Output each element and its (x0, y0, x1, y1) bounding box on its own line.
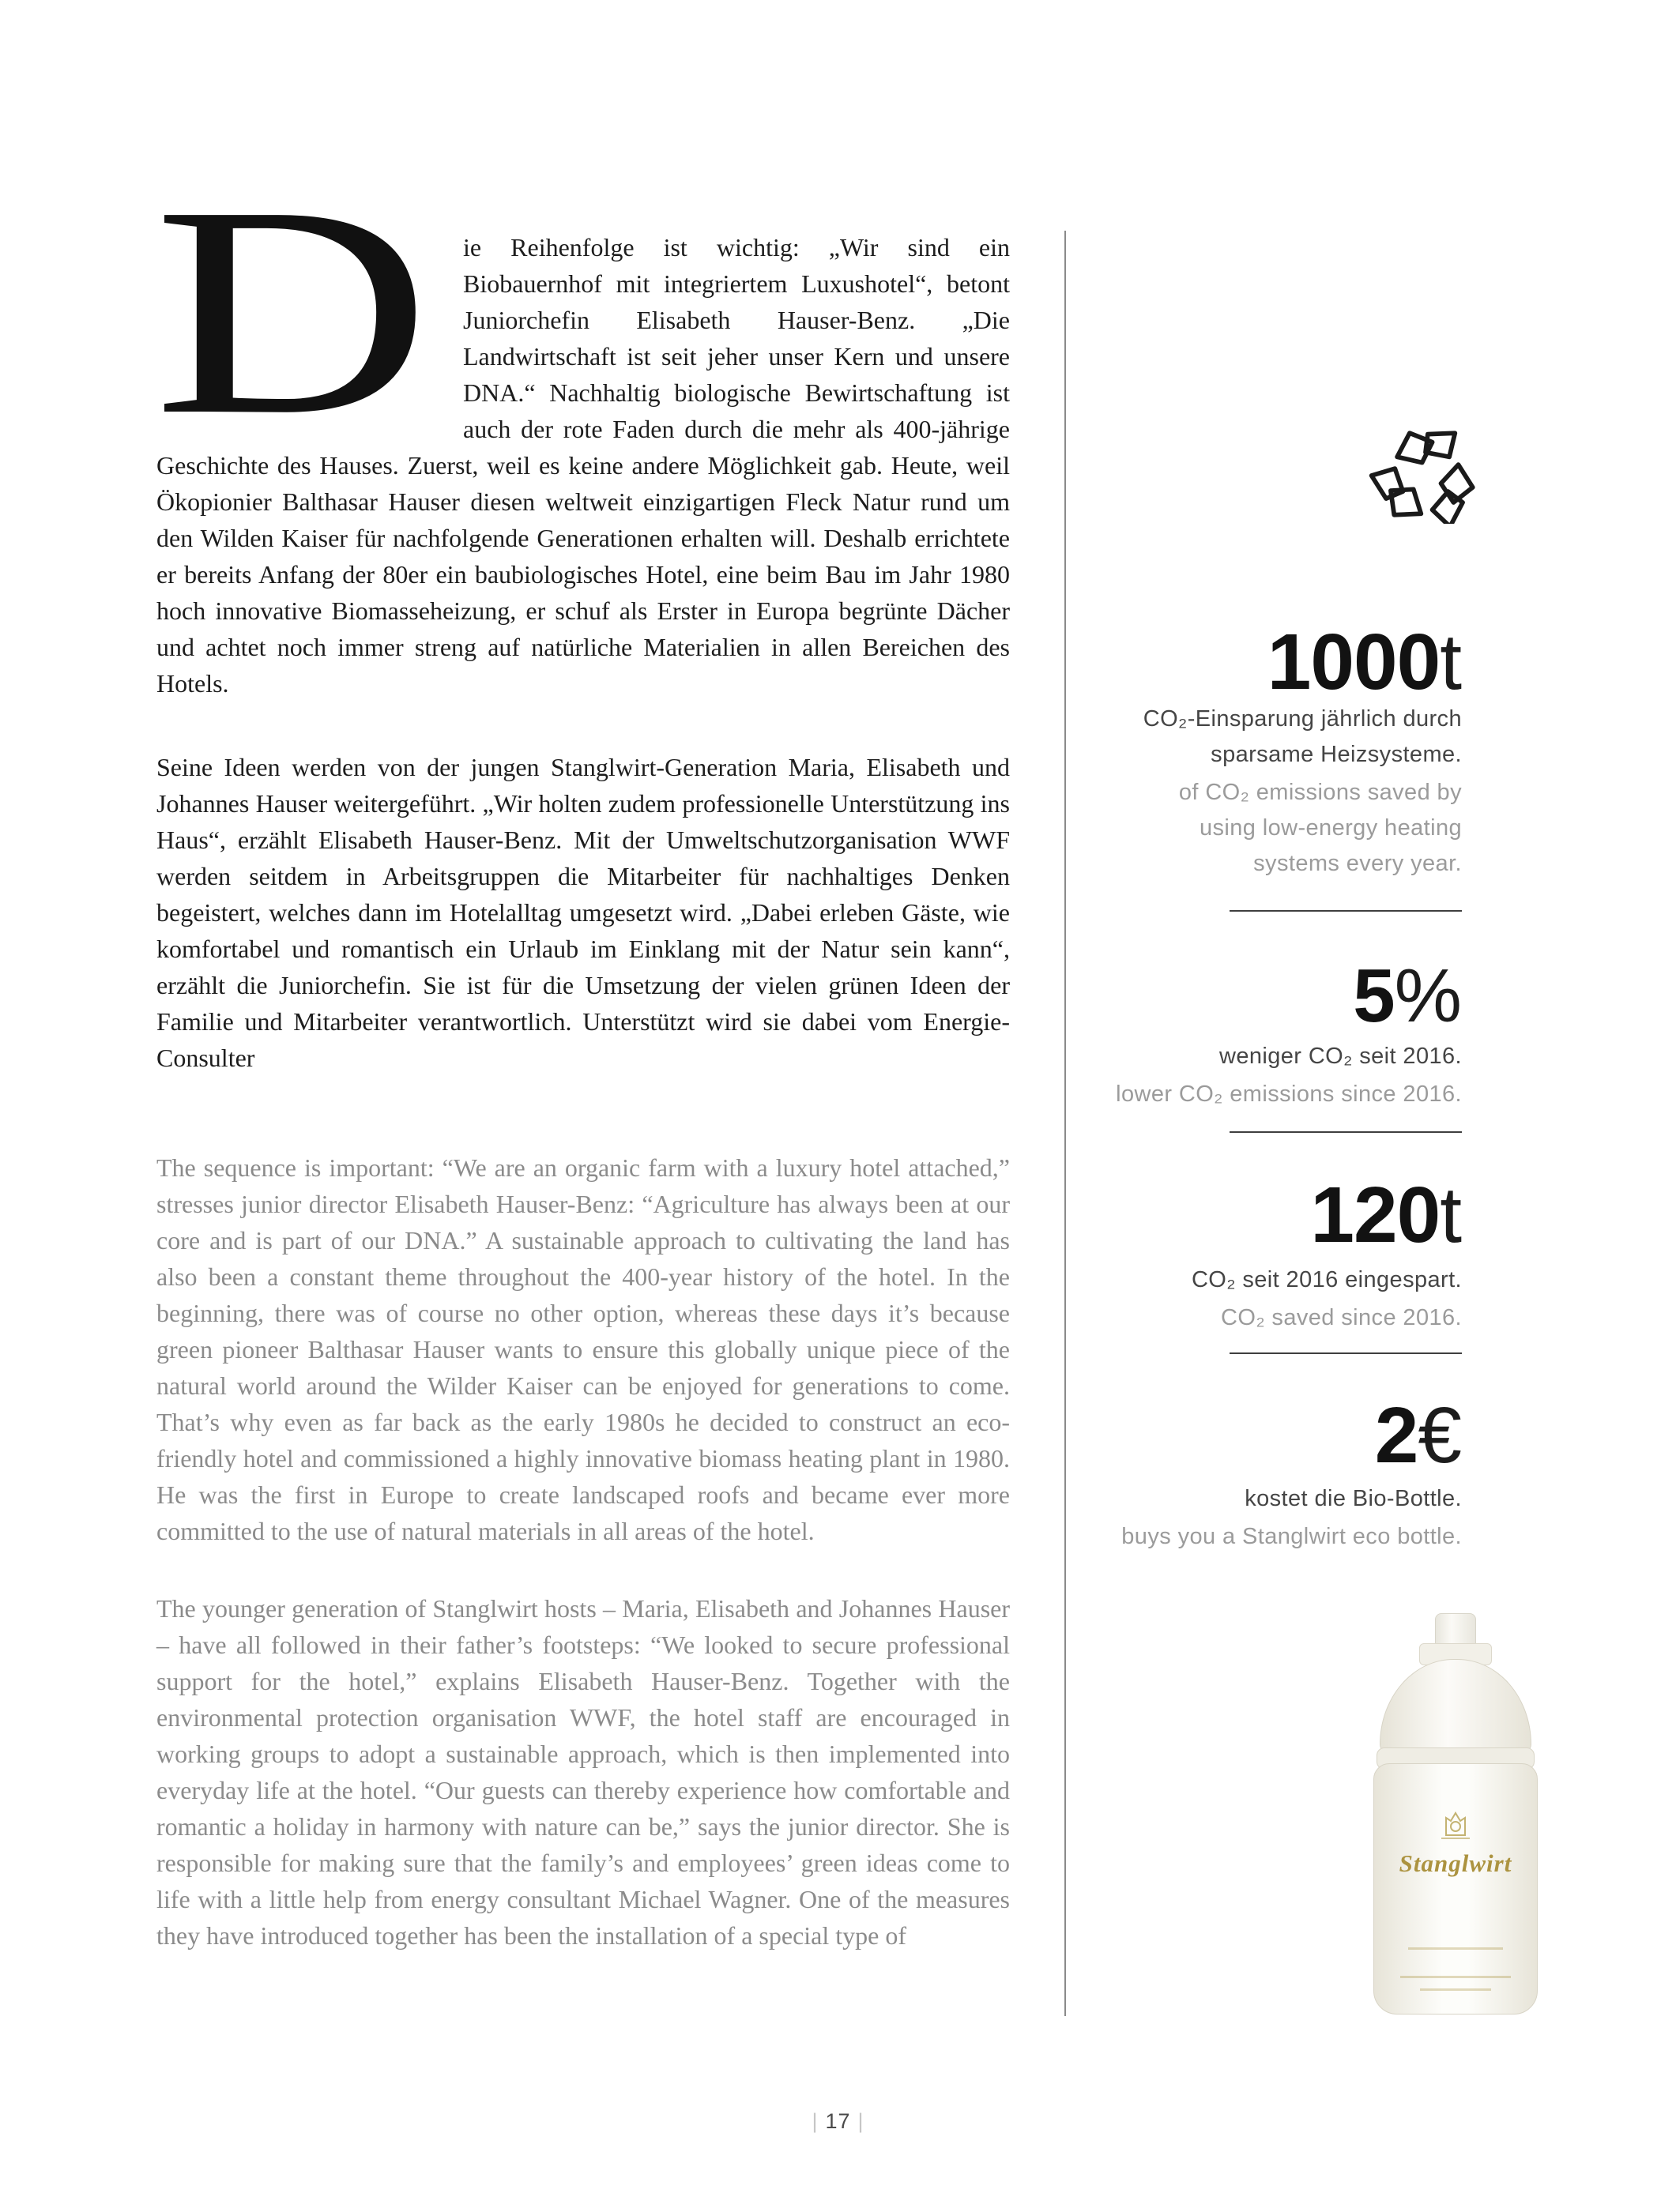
english-paragraph-1: The sequence is important: “We are an organic farm with a luxury hotel attached,” stresses junior director Elisabeth Hauser-Benz: “Agriculture has always been at our core and is part of our DNA.” A sustainable approach to cultivating the land has also been a constant theme throughout the 400-year history of the hotel. In the beginning, there was of course no other option, whereas these days it’s because green pioneer Balthasar Hauser wants to ensure this globally unique piece of the natural world around the Wilder Kaiser can be enjoyed for generations to come. That’s why even as far back as the early 1980s he decided to construct an eco-friendly hotel and commissioned a highly innovative biomass heating plant in 1980. He was the first in Europe to create landscaped roofs and became ever more committed to the use of natural materials in all areas of the hotel. (156, 1153, 1010, 1545)
english-paragraph-2: The younger generation of Stanglwirt hosts – Maria, Elisabeth and Johannes Hauser – have all followed in their father’s footsteps: “We looked to secure professional support for the hotel,” explains Elisabeth Hauser-Benz. Together with the environmental protection organisation WWF, the hotel staff are encouraged in working groups to adopt a sustainable approach, which is then implemented into everyday life at the hotel. “Our guests can thereby experience how comfortable and romantic a holiday in harmony with nature can be,” says the junior director. She is responsible for making sure that the family’s and employees’ green ideas come to life with a little help from energy consultant Michael Wagner. One of the measures they have introduced together has been the installation of a special type of (156, 1594, 1010, 1950)
stat-value (988, 1171, 1462, 1259)
column-divider-rule (1064, 231, 1066, 2016)
bottle-small-text-line (1408, 1947, 1503, 1950)
dropcap-letter: D (153, 145, 431, 477)
stat-block-co2-saved (988, 1171, 1462, 1336)
footer-bar-left: | (812, 2109, 819, 2133)
stat-value (988, 954, 1462, 1038)
stat-value (988, 1391, 1462, 1480)
stat-caption-de: CO₂-Einsparung jährlich durch sparsame Heizsysteme. (1143, 706, 1462, 767)
stat-divider-1 (1230, 910, 1462, 912)
german-paragraph-1 (153, 145, 1010, 702)
stat-number: 2 (1374, 1391, 1418, 1480)
bottle-cap-dome (1380, 1659, 1531, 1754)
stat-block-heating (1138, 618, 1462, 882)
english-text-block (156, 1149, 1010, 1954)
stat-divider-2 (1230, 1131, 1462, 1133)
stat-unit: t (1440, 1171, 1462, 1259)
footer-bar-right: | (857, 2109, 864, 2133)
recycle-icon (1364, 419, 1487, 524)
stat-divider-3 (1230, 1352, 1462, 1354)
bottle-small-text-line (1420, 1988, 1491, 1991)
german-paragraph-1-text: ie Reihenfolge ist wichtig: „Wir sind ein Biobauernhof mit integriertem Luxushotel“, betont Juniorchefin Elisabeth Hauser-Benz. „Die Landwirtschaft ist seit jeher unser Kern und unsere DNA.“ Nachhaltig biologische Bewirtschaftung ist auch der rote Faden durch die mehr als 400-jährige Geschichte des Hauses. Zuerst, weil es keine andere Möglichkeit gab. Heute, weil Ökopionier Balthasar Hauser diesen weltweit einzigartigen Fleck Natur rund um den Wilden Kaiser für nachfolgende Generationen erhalten will. Deshalb errichtete er bereits Anfang der 80er ein baubiologisches Hotel, eine beim Bau im Jahr 1980 hoch innovative Biomasseheizung, er schuf als Erster in Europa begrünte Dächer und achtet noch immer streng auf natürliche Materialien in allen Bereichen des Hotels. (156, 233, 1010, 698)
stat-value (1138, 618, 1462, 706)
stat-caption-en: buys you a Stanglwirt eco bottle. (1121, 1524, 1462, 1549)
stat-number: 5 (1353, 954, 1395, 1038)
stat-caption-de: kostet die Bio-Bottle. (1245, 1486, 1462, 1511)
stat-number: 120 (1310, 1171, 1441, 1259)
page-footer (0, 2109, 1676, 2133)
stat-caption-en: lower CO₂ emissions since 2016. (1116, 1082, 1462, 1107)
stat-caption-en: CO₂ saved since 2016. (1221, 1305, 1462, 1330)
stat-block-co2-percent (988, 954, 1462, 1112)
bottle-crest-icon (1374, 1805, 1537, 1847)
bottle-small-text-line (1400, 1976, 1511, 1978)
german-text-block (153, 145, 1010, 1076)
stat-caption-en: of CO₂ emissions saved by using low-energy heating systems every year. (1178, 780, 1462, 876)
stat-unit: % (1394, 954, 1462, 1038)
stat-block-bottle-price (988, 1391, 1462, 1555)
stat-unit: t (1440, 618, 1462, 706)
stat-caption-de: CO₂ seit 2016 eingespart. (1191, 1267, 1462, 1292)
stat-unit: € (1418, 1391, 1462, 1480)
bottle-brand-label: Stanglwirt (1399, 1849, 1512, 1877)
stat-caption-de: weniger CO₂ seit 2016. (1219, 1044, 1462, 1069)
page-number: 17 (825, 2109, 851, 2133)
bottle-body (1373, 1763, 1538, 2014)
german-paragraph-2: Seine Ideen werden von der jungen Stanglwirt-Generation Maria, Elisabeth und Johannes Hauser weitergeführt. „Wir holten zudem professionelle Unterstützung ins Haus“, erzählt Elisabeth Hauser-Benz. Mit der Umweltschutzorganisation WWF werden seitdem in Arbeitsgruppen die Mitarbeiter für nachhaltiges Denken begeistert, welches dann im Hotelalltag umgesetzt wird. „Dabei erleben Gäste, wie komfortabel und romantisch ein Urlaub im Einklang mit der Natur sein kann“, erzählt die Juniorchefin. Sie ist für die Umsetzung der vielen grünen Ideen der Familie und Mitarbeiter verantwortlich. Unterstützt wird sie dabei vom Energie-Consulter (156, 753, 1010, 1072)
stat-number: 1000 (1267, 618, 1441, 706)
eco-bottle-image (1373, 1613, 1536, 2013)
